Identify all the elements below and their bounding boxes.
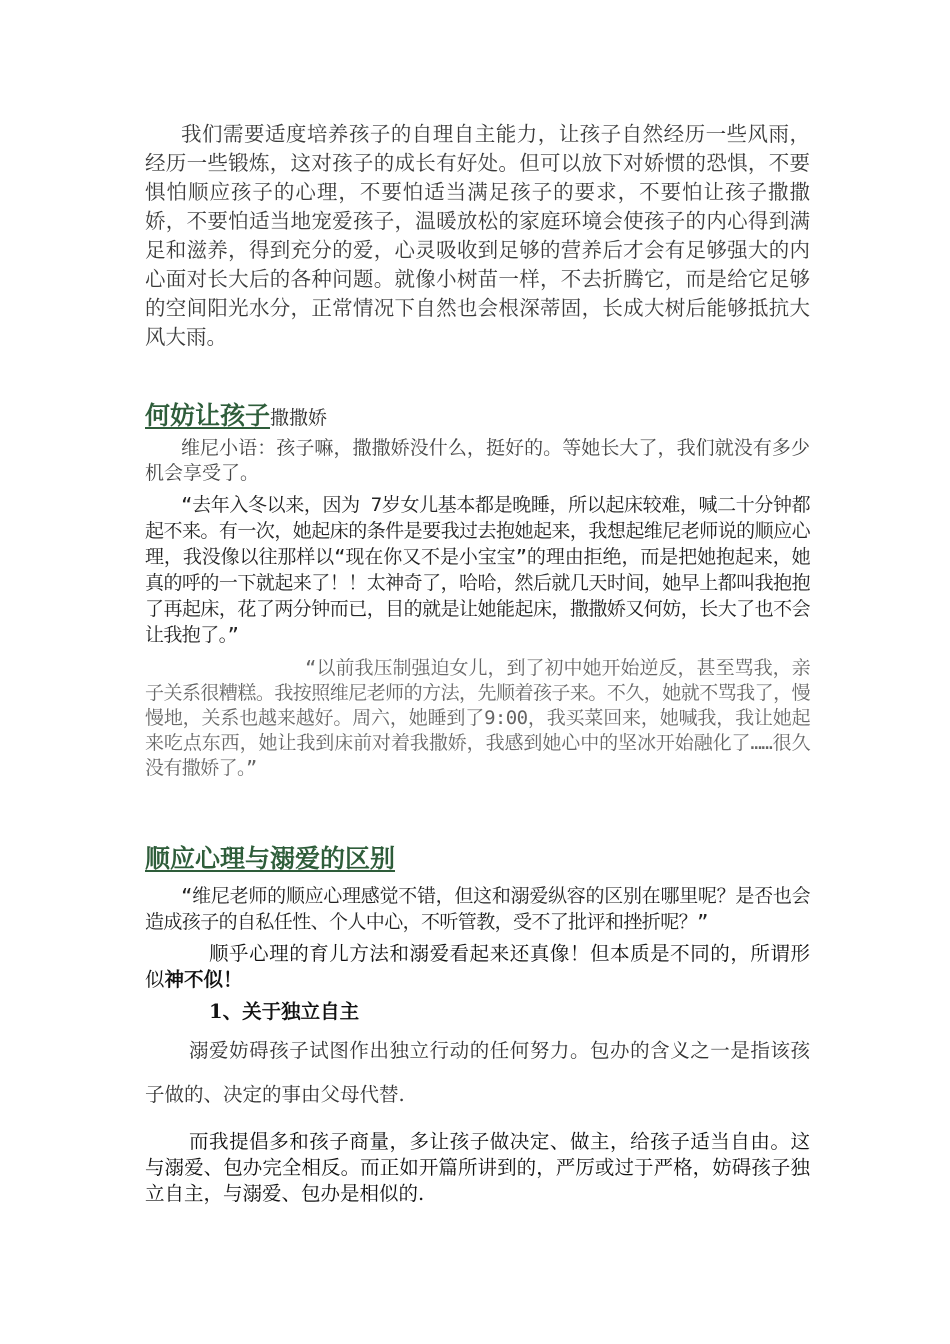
parent-testimonial-1: “去年入冬以来，因为 7岁女儿基本都是晚睡，所以起床较难，喊二十分钟都起不来。有一次，她起床的条件是要我过去抱她起来，我想起维尼老师说的顺应心理，我没像以往那样以“现在你又不是小宝宝”的理由拒绝，而是把她抱起来，她真的呼的一下就起来了！！太神奇了，哈哈，然后就几天时间，她早上都叫我抱抱了再起床，花了两分钟而已，目的就是让她能起床，撒撒娇又何妨，长大了也不会让我抱了。” bbox=[145, 494, 810, 646]
section-heading-wrap bbox=[145, 400, 810, 432]
document-page bbox=[145, 120, 810, 1207]
subheading-independence: 1、关于独立自主 bbox=[209, 1000, 360, 1023]
answer-intro bbox=[145, 941, 810, 993]
section-heading: 何妨让孩子 bbox=[145, 401, 271, 430]
reader-question: “维尼老师的顺应心理感觉不错，但这和溺爱纵容的区别在哪里呢？是否也会造成孩子的自私任性、个人中心，不听管教，受不了批评和挫折呢？” bbox=[145, 885, 810, 933]
opening-paragraph: 我们需要适度培养孩子的自理自主能力，让孩子自然经历一些风雨，经历一些锻炼，这对孩子的成长有好处。但可以放下对娇惯的恐惧，不要惧怕顺应孩子的心理，不要怕适当满足孩子的要求，不要怕让孩子撒撒娇，不要怕适当地宠爱孩子，温暖放松的家庭环境会使孩子的内心得到满足和滋养，得到充分的爱，心灵吸收到足够的营养后才会有足够强大的内心面对长大后的各种问题。就像小树苗一样，不去折腾它，而是给它足够的空间阳光水分，正常情况下自然也会根深蒂固，长成大树后能够抵抗大风大雨。 bbox=[145, 122, 810, 349]
paragraph-advocacy: 而我提倡多和孩子商量，多让孩子做决定、做主，给孩子适当自由。这与溺爱、包办完全相反。而正如开篇所讲到的，严厉或过于严格，妨碍孩子独立自主，与溺爱、包办是相似的. bbox=[145, 1130, 810, 1205]
answer-intro-text: 顺乎心理的育儿方法和溺爱看起来还真像！但本质是不同的，所谓形似 bbox=[145, 942, 810, 991]
paragraph-overprotection: 溺爱妨碍孩子试图作出独立行动的任何努力。包办的含义之一是指该孩子做的、决定的事由父母代替. bbox=[145, 1039, 810, 1106]
winnie-quote-intro: 维尼小语：孩子嘛，撒撒娇没什么，挺好的。等她长大了，我们就没有多少机会享受了。 bbox=[145, 437, 810, 484]
section-heading-2-wrap bbox=[145, 843, 810, 875]
section-heading-2: 顺应心理与溺爱的区别 bbox=[145, 844, 396, 873]
section-heading-tail: 撒撒娇 bbox=[270, 407, 328, 429]
answer-intro-bold: 神不似！ bbox=[164, 968, 243, 991]
parent-testimonial-2: “以前我压制强迫女儿，到了初中她开始逆反，甚至骂我，亲子关系很糟糕。我按照维尼老师的方法，先顺着孩子来。不久，她就不骂我了，慢慢地，关系也越来越好。周六，她睡到了9:00，我买菜回来，她喊我，我让她起来吃点东西，她让我到床前对着我撒娇，我感到她心中的坚冰开始融化了……很久没有撒娇了。” bbox=[145, 657, 810, 779]
